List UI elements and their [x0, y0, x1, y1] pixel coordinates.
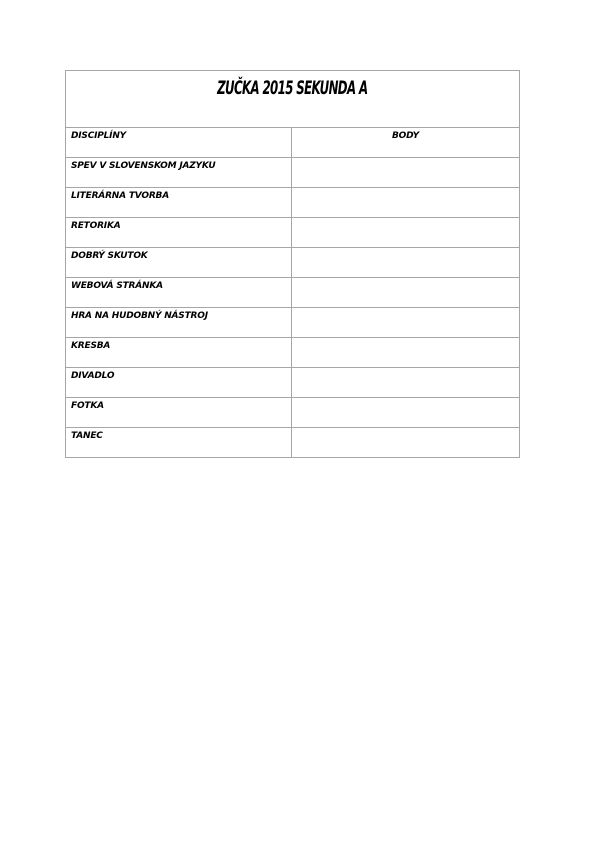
table-row	[66, 278, 520, 308]
points-cell	[292, 158, 520, 188]
table-row	[66, 308, 520, 338]
discipline-name: RETORIKA	[71, 221, 121, 231]
discipline-name: LITERÁRNA TVORBA	[71, 191, 169, 201]
table-row	[66, 338, 520, 368]
discipline-name: HRA NA HUDOBNÝ NÁSTROJ	[71, 311, 208, 321]
discipline-name: KRESBA	[71, 341, 111, 351]
points-cell	[292, 338, 520, 368]
points-cell	[292, 248, 520, 278]
header-disciplines-cell	[66, 128, 292, 158]
discipline-cell	[66, 218, 292, 248]
discipline-name: SPEV V SLOVENSKOM JAZYKU	[71, 161, 216, 171]
discipline-name: DIVADLO	[71, 371, 115, 381]
points-cell	[292, 368, 520, 398]
points-cell	[292, 218, 520, 248]
header-points: BODY	[392, 131, 419, 141]
discipline-name: TANEC	[71, 431, 103, 441]
discipline-cell	[66, 188, 292, 218]
header-disciplines: DISCIPLÍNY	[71, 131, 126, 141]
table-row	[66, 158, 520, 188]
discipline-cell	[66, 398, 292, 428]
discipline-name: FOTKA	[71, 401, 104, 411]
points-cell	[292, 398, 520, 428]
discipline-name: WEBOVÁ STRÁNKA	[71, 281, 163, 291]
score-table	[65, 70, 520, 458]
discipline-cell	[66, 338, 292, 368]
discipline-cell	[66, 368, 292, 398]
header-points-cell	[292, 128, 520, 158]
discipline-cell	[66, 278, 292, 308]
table-row	[66, 218, 520, 248]
discipline-cell	[66, 158, 292, 188]
points-cell	[292, 428, 520, 458]
points-cell	[292, 278, 520, 308]
discipline-name: DOBRÝ SKUTOK	[71, 251, 148, 261]
discipline-cell	[66, 308, 292, 338]
table-row	[66, 428, 520, 458]
discipline-cell	[66, 248, 292, 278]
discipline-cell	[66, 428, 292, 458]
points-cell	[292, 308, 520, 338]
table-row	[66, 248, 520, 278]
table-row	[66, 368, 520, 398]
header-row	[66, 128, 520, 158]
table-title: ZUČKA 2015 SEKUNDA A	[217, 77, 368, 99]
table-row	[66, 398, 520, 428]
points-cell	[292, 188, 520, 218]
title-cell	[66, 71, 520, 128]
table-row	[66, 188, 520, 218]
